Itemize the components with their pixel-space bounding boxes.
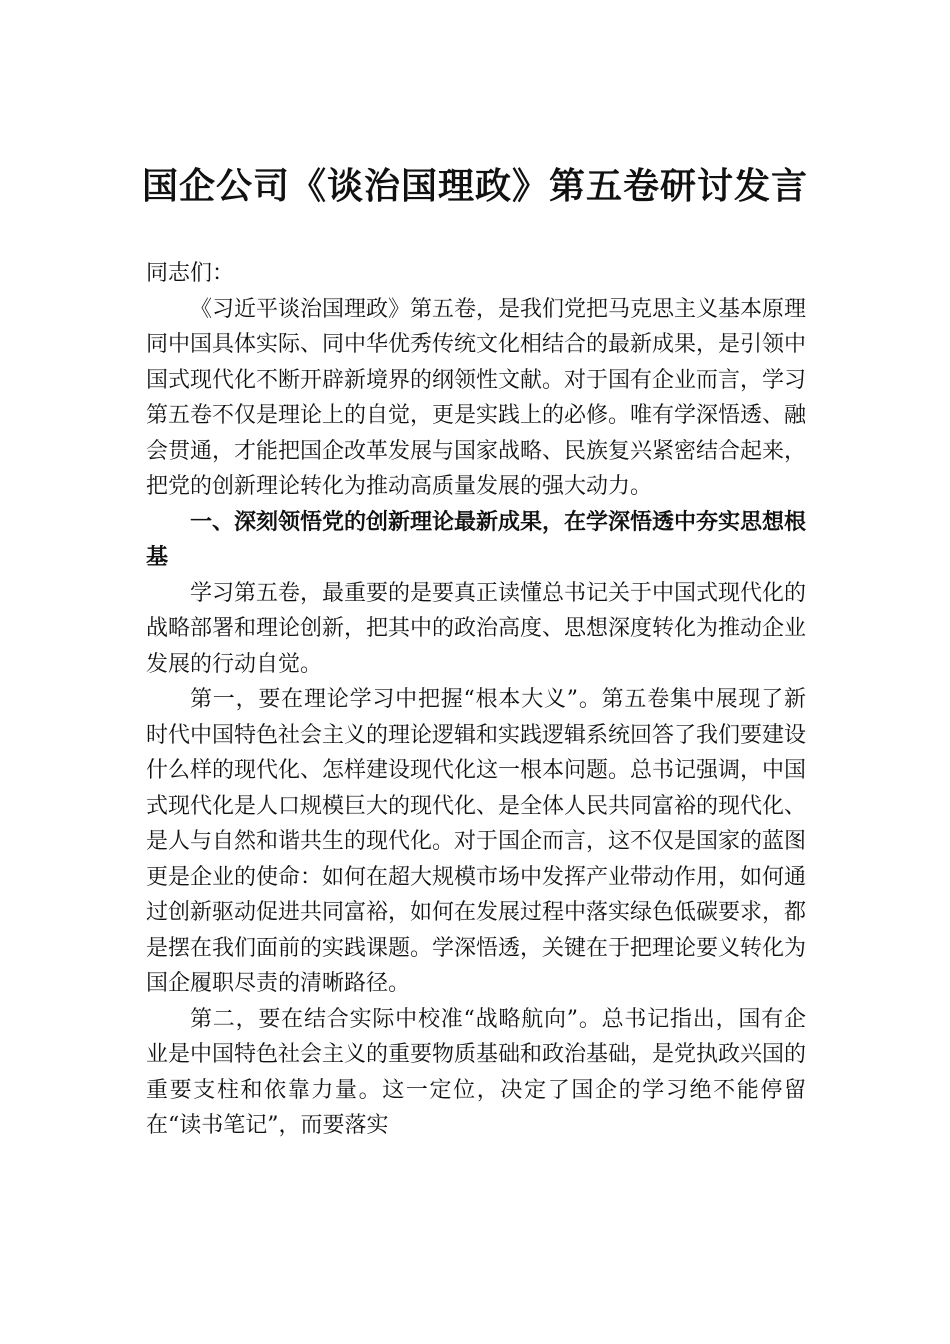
section1-paragraph-3: 第二，要在结合实际中校准“战略航向”。总书记指出，国有企业是中国特色社会主义的重要物质基础和政治基础，是党执政兴国的重要支柱和依靠力量。这一定位，决定了国企的学习绝不能停留在“读书笔记”，而要落实 bbox=[146, 1006, 807, 1138]
document-title: 国企公司《谈治国理政》第五卷研讨发言 bbox=[141, 165, 808, 207]
section-heading-1: 一、深刻领悟党的创新理论最新成果，在学深悟透中夯实思想根基 bbox=[146, 509, 807, 570]
document-body bbox=[146, 256, 806, 1144]
section1-paragraph-2: 第一，要在理论学习中把握“根本大义”。第五卷集中展现了新时代中国特色社会主义的理论逻辑和实践逻辑系统回答了我们要建设什么样的现代化、怎样建设现代化这一根本问题。总书记强调，中国式现代化是人口规模巨大的现代化、是全体人民共同富裕的现代化、是人与自然和谐共生的现代化。对于国企而言，这不仅是国家的蓝图更是企业的使命：如何在超大规模市场中发挥产业带动作用，如何通过创新驱动促进共同富裕，如何在发展过程中落实绿色低碳要求，都是摆在我们面前的实践课题。学深悟透，关键在于把理论要义转化为国企履职尽责的清晰路径。 bbox=[146, 687, 807, 996]
salutation: 同志们： bbox=[146, 261, 235, 286]
intro-paragraph: 《习近平谈治国理政》第五卷，是我们党把马克思主义基本原理同中国具体实际、同中华优秀传统文化相结合的最新成果，是引领中国式现代化不断开辟新境界的纲领性文献。对于国有企业而言，学习第五卷不仅是理论上的自觉，更是实践上的必修。唯有学深悟透、融会贯通，才能把国企改革发展与国家战略、民族复兴紧密结合起来，把党的创新理论转化为推动高质量发展的强大动力。 bbox=[146, 296, 807, 499]
section1-paragraph-1: 学习第五卷，最重要的是要真正读懂总书记关于中国式现代化的战略部署和理论创新，把其中的政治高度、思想深度转化为推动企业发展的行动自觉。 bbox=[146, 580, 807, 677]
